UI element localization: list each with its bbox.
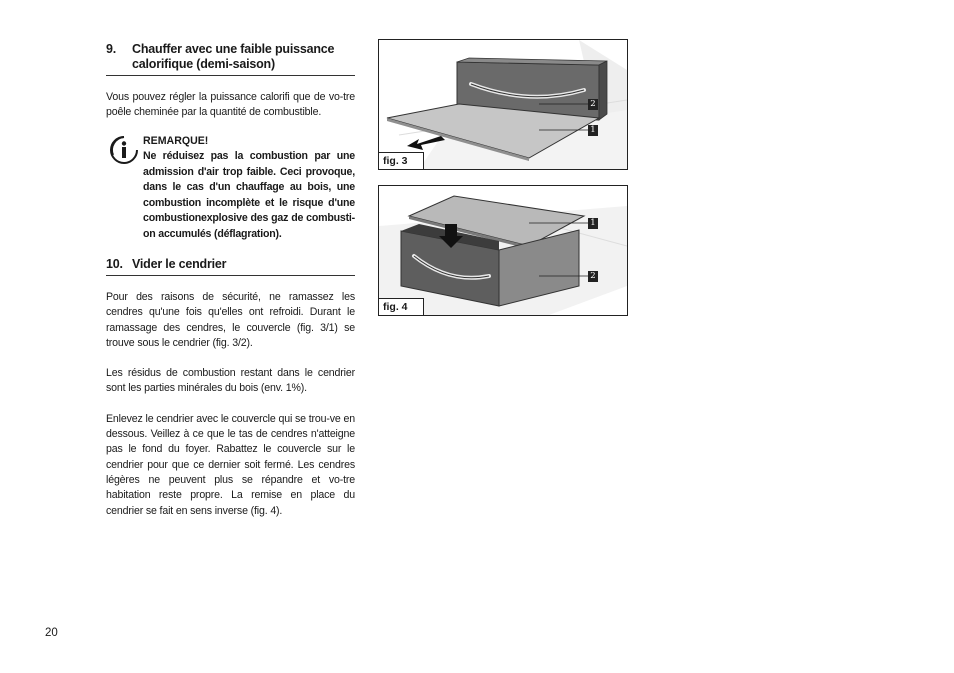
section-10-number: 10. bbox=[106, 257, 123, 271]
note-title: REMARQUE! bbox=[143, 135, 209, 147]
figure-3 bbox=[378, 39, 628, 170]
callout-1: 1 bbox=[588, 218, 598, 229]
section-9-number: 9. bbox=[106, 42, 117, 56]
section-10-paragraph-3: Enlevez le cendrier avec le couvercle qui se trou-ve en dessous. Veillez à ce que le tas de cendres n'atteigne pas le fond du foyer. Rabattez le couvercle sur le cendrier pour que ce dernier soit fermé. Les cendres légères ne peuvent plus se répandre et vo-tre habitation reste propre. La remise en place du cendrier se fait en sens inverse (fig. 4). bbox=[106, 412, 355, 517]
figure-4 bbox=[378, 185, 628, 316]
section-10-heading bbox=[106, 257, 355, 276]
note-text: Ne réduisez pas la combustion par une admission d'air trop faible. Ceci provoque, dans le cas d'un chauffage au bois, une combustion incomplète et le risque d'une combustionexplosive des gaz de combusti-on accumulés (déflagration). bbox=[143, 150, 355, 240]
section-9-heading bbox=[106, 42, 355, 76]
callout-2: 2 bbox=[588, 99, 598, 110]
note-block bbox=[143, 134, 355, 243]
figure-3-label: fig. 3 bbox=[379, 152, 424, 169]
section-9-paragraph: Vous pouvez régler la puissance calorifi que de vo-tre poêle cheminée par la quantité de combustible. bbox=[106, 91, 355, 119]
figure-4-label: fig. 4 bbox=[379, 298, 424, 315]
info-icon bbox=[109, 135, 139, 165]
section-9-title: Chauffer avec une faible puissance calorifique (demi-saison) bbox=[132, 42, 335, 71]
section-10-title: Vider le cendrier bbox=[132, 257, 227, 271]
callout-2: 2 bbox=[588, 271, 598, 282]
ash-drawer-illustration-4 bbox=[379, 186, 627, 315]
page-number: 20 bbox=[45, 627, 58, 639]
section-9 bbox=[106, 42, 355, 121]
section-10-paragraph-2: Les résidus de combustion restant dans le cendrier sont les parties minérales du bois (env. 1%). bbox=[106, 367, 355, 395]
section-10-paragraph-1: Pour des raisons de sécurité, ne ramassez les cendres qu'une fois qu'elles ont refroidi. Durant le ramassage des cendres, le couvercle (fig. 3/1) se trouve sous le cendrier (fig. 3/2). bbox=[106, 291, 355, 349]
callout-1: 1 bbox=[588, 125, 598, 136]
section-10 bbox=[106, 257, 355, 519]
